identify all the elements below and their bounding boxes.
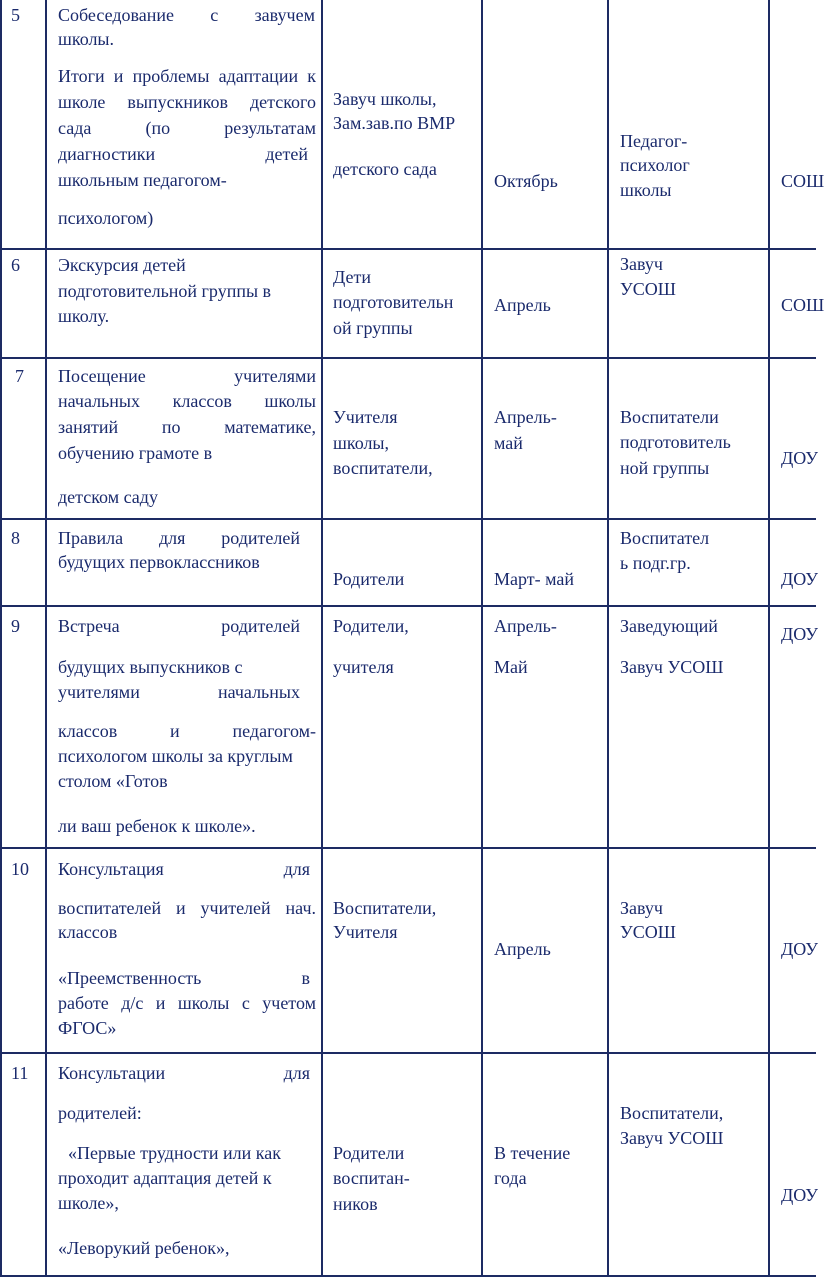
event-text: Правила для родителей — [58, 528, 300, 548]
responsible-text: подготовитель — [620, 432, 731, 452]
responsible-text: УСОШ — [620, 279, 676, 299]
event-text: школе выпускников детского — [58, 92, 316, 112]
participants-text: подготовительн — [333, 292, 454, 312]
event-text: начальных классов школы — [58, 391, 316, 411]
column-divider — [607, 0, 609, 1277]
row-number: 7 — [15, 366, 24, 386]
row-divider — [0, 605, 816, 607]
responsible-text: Воспитател — [620, 528, 710, 548]
place-text: ДОУ — [781, 1185, 819, 1205]
event-text: родителей: — [58, 1103, 142, 1123]
dates-text: май — [494, 433, 523, 453]
event-text: занятий по математике, — [58, 417, 316, 437]
participants-text: Родители — [333, 569, 405, 589]
row-divider — [0, 847, 816, 849]
row-divider — [0, 1052, 816, 1054]
event-text: школе», — [58, 1193, 119, 1213]
responsible-text: школы — [620, 180, 672, 200]
event-text: диагностики детей — [58, 144, 308, 164]
responsible-text: Завуч УСОШ — [620, 1128, 724, 1148]
event-text: психологом) — [58, 208, 154, 228]
responsible-text: психолог — [620, 155, 690, 175]
participants-text: воспитан- — [333, 1168, 410, 1188]
event-text: ли ваш ребенок к школе». — [58, 816, 256, 836]
participants-text: Родители — [333, 1143, 405, 1163]
event-text: психологом школы за круглым — [58, 746, 293, 766]
row-number: 5 — [11, 5, 20, 25]
event-text: учителями начальных — [58, 682, 300, 702]
dates-text: Апрель — [494, 295, 551, 315]
participants-text: Учителя — [333, 922, 398, 942]
dates-text: Апрель- — [494, 407, 557, 427]
row-number: 10 — [11, 859, 29, 879]
event-text: Экскурсия детей — [58, 255, 186, 275]
dates-text: Март- май — [494, 569, 575, 589]
dates-text: Октябрь — [494, 171, 558, 191]
event-text: Встреча родителей — [58, 616, 300, 636]
responsible-text: Завуч УСОШ — [620, 657, 724, 677]
event-text: ФГОС» — [58, 1018, 117, 1038]
place-text: СОШ — [781, 171, 824, 191]
participants-text: Воспитатели, — [333, 898, 437, 918]
column-divider — [321, 0, 323, 1277]
responsible-text: ной группы — [620, 458, 710, 478]
place-text: ДОУ — [781, 939, 819, 959]
event-text: «Леворукий ребенок», — [58, 1238, 230, 1258]
event-text: классов и педагогом- — [58, 721, 316, 741]
responsible-text: Завуч — [620, 254, 663, 274]
event-text: будущих выпускников с — [58, 657, 243, 677]
row-number: 9 — [11, 616, 20, 636]
participants-text: Учителя — [333, 407, 398, 427]
event-text: столом «Готов — [58, 771, 168, 791]
column-divider — [481, 0, 483, 1277]
responsible-text: Воспитатели, — [620, 1103, 724, 1123]
event-text: классов — [58, 922, 118, 942]
participants-text: ой группы — [333, 318, 413, 338]
row-number: 6 — [11, 255, 20, 275]
row-number: 11 — [11, 1063, 29, 1083]
responsible-text: Педагог- — [620, 131, 688, 151]
dates-text: года — [494, 1168, 527, 1188]
event-text: «Преемственность в — [58, 968, 310, 988]
row-divider — [0, 357, 816, 359]
dates-text: Апрель- — [494, 616, 557, 636]
row-divider — [0, 518, 816, 520]
event-text: сада (по результатам — [58, 118, 316, 138]
place-text: ДОУ — [781, 624, 819, 644]
participants-text: Зам.зав.по ВМР — [333, 113, 456, 133]
event-text: обучению грамоте в — [58, 443, 213, 463]
participants-text: учителя — [333, 657, 394, 677]
responsible-text: ь подг.гр. — [620, 553, 691, 573]
event-text: Консультации для — [58, 1063, 310, 1083]
responsible-text: Завуч — [620, 898, 663, 918]
row-divider — [0, 248, 816, 250]
event-text: школы. — [58, 29, 115, 49]
event-text: детском саду — [58, 487, 158, 507]
place-text: СОШ — [781, 295, 824, 315]
table-border-bottom — [0, 1275, 816, 1277]
event-text: «Первые трудности или как — [68, 1143, 281, 1163]
row-number: 8 — [11, 528, 20, 548]
participants-text: воспитатели, — [333, 458, 433, 478]
event-text: школу. — [58, 306, 110, 326]
table-border-left — [0, 0, 2, 1277]
event-text: будущих первоклассников — [58, 552, 260, 572]
participants-text: детского сада — [333, 159, 437, 179]
dates-text: В течение — [494, 1143, 571, 1163]
participants-text: Родители, — [333, 616, 409, 636]
event-text: воспитателей и учителей нач. — [58, 898, 316, 918]
responsible-text: Воспитатели — [620, 407, 719, 427]
participants-text: ников — [333, 1194, 378, 1214]
responsible-text: Заведующий — [620, 616, 718, 636]
place-text: ДОУ — [781, 569, 819, 589]
place-text: ДОУ — [781, 448, 819, 468]
participants-text: школы, — [333, 433, 390, 453]
dates-text: Май — [494, 657, 528, 677]
participants-text: Дети — [333, 267, 371, 287]
responsible-text: УСОШ — [620, 922, 676, 942]
dates-text: Апрель — [494, 939, 551, 959]
event-text: подготовительной группы в — [58, 281, 272, 301]
event-text: Консультация для — [58, 859, 310, 879]
event-text: проходит адаптация детей к — [58, 1168, 272, 1188]
event-text: Итоги и проблемы адаптации к — [58, 66, 316, 86]
event-text: работе д/с и школы с учетом — [58, 993, 316, 1013]
column-divider — [768, 0, 770, 1277]
column-divider — [45, 0, 47, 1277]
event-text: Собеседование с завучем — [58, 5, 315, 25]
participants-text: Завуч школы, — [333, 89, 437, 109]
event-text: школьным педагогом- — [58, 170, 227, 190]
event-text: Посещение учителями — [58, 366, 316, 386]
